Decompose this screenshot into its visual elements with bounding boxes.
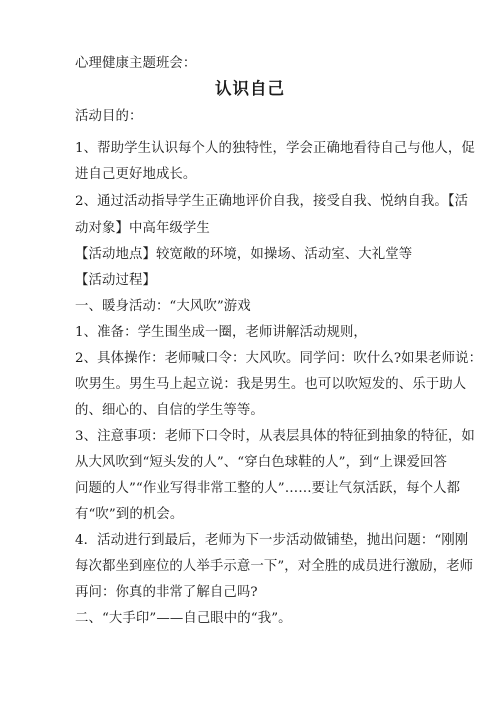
page-title: 认识自己 <box>215 79 285 98</box>
paragraph-line: 2、具体操作：老师喊口令：大风吹。同学问：吹什么?如果老师说： <box>75 351 483 366</box>
paragraph-line: 一、暖身活动：“大风吹”游戏 <box>75 299 251 314</box>
paragraph-line: 3、注意事项：老师下口令时，从表层具体的特征到抽象的特征，如 <box>75 429 475 444</box>
paragraph-line: 2、通过活动指导学生正确地评价自我，接受自我、悦纳自我。【活 <box>75 194 469 209</box>
paragraph-line: 动对象】中高年级学生 <box>75 221 210 236</box>
paragraph-line: 1、准备：学生围坐成一圈，老师讲解活动规则， <box>75 325 367 340</box>
paragraph-line: 再问：你真的非常了解自己吗? <box>75 585 258 600</box>
header-text: 心理健康主题班会： <box>75 56 197 71</box>
paragraph-line: 吹男生。男生马上起立说：我是男生。也可以吹短发的、乐于助人 <box>75 377 467 392</box>
paragraph-line: 有“吹”到的机会。 <box>75 507 184 522</box>
paragraph-line: 的、细心的、自信的学生等等。 <box>75 403 264 418</box>
paragraph-line: 【活动地点】较宽敞的环境，如操场、活动室、大礼堂等 <box>75 247 413 262</box>
paragraph-line: 进自己更好地成长。 <box>75 167 197 182</box>
paragraph-line: 问题的人”“作业写得非常工整的人”……要让气氛活跃，每个人都 <box>75 481 461 496</box>
paragraph-line: 1、帮助学生认识每个人的独特性，学会正确地看待自己与他人，促 <box>75 141 475 156</box>
paragraph-line: 从大风吹到“短头发的人”、“穿白色球鞋的人”，到“上课爱回答 <box>75 455 447 470</box>
paragraph-line: 4．活动进行到最后，老师为下一步活动做铺垫，抛出问题：“刚刚 <box>75 533 469 548</box>
paragraph-line: 二、“大手印”——自己眼中的“我”。 <box>75 611 292 626</box>
paragraph-line: 活动目的： <box>75 109 143 124</box>
paragraph-line: 每次都坐到座位的人举手示意一下”，对全胜的成员进行激励，老师 <box>75 559 474 574</box>
paragraph-line: 【活动过程】 <box>75 273 156 288</box>
